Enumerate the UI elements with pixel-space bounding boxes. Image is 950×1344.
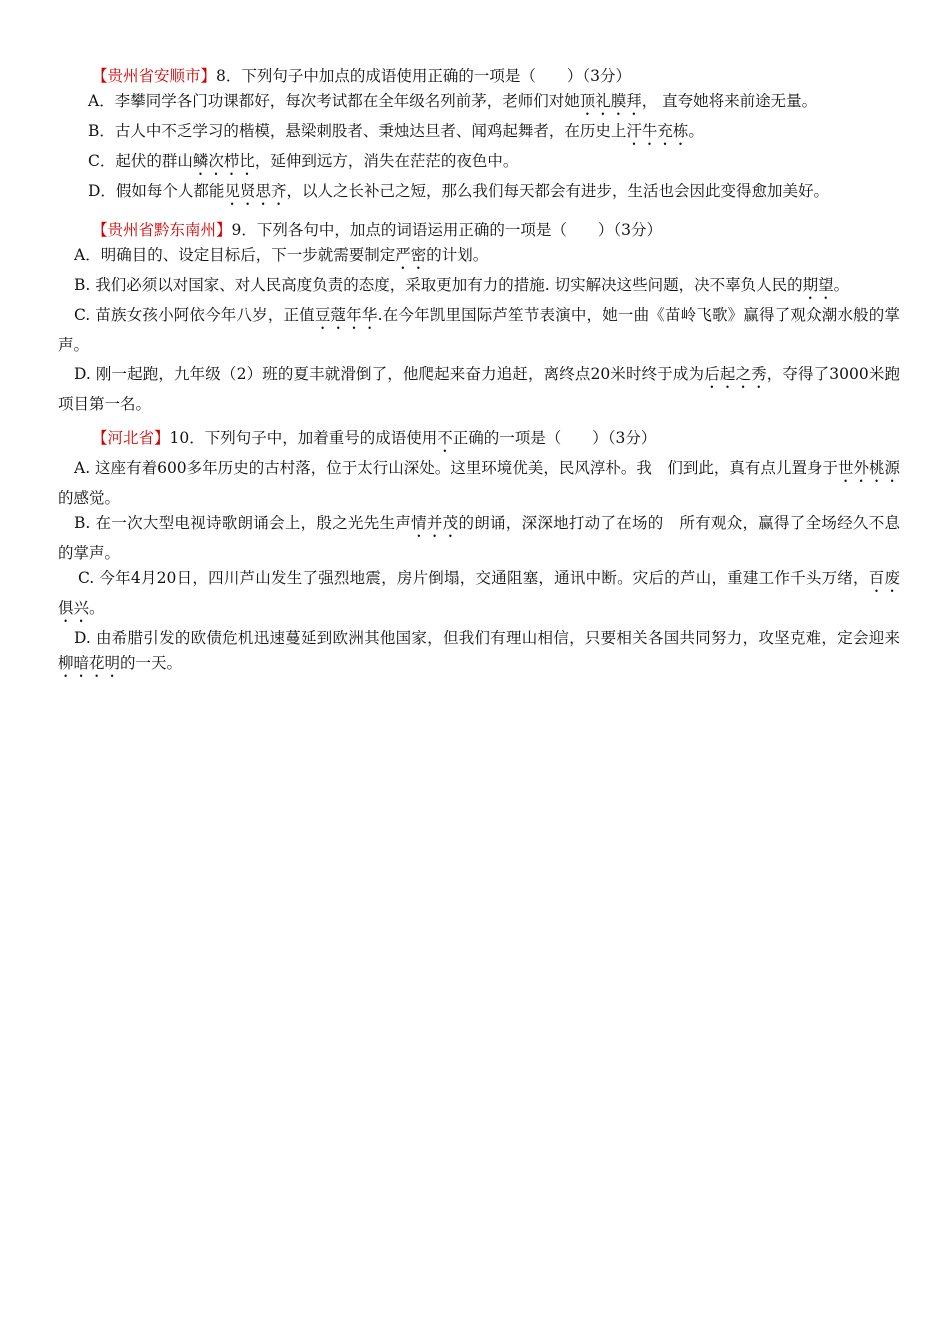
emphasized-word: 期望 — [802, 276, 834, 294]
question-10-option-b — [58, 511, 900, 566]
option-text: B．古人中不乏学习的楷模，悬梁刺股者、秉烛达旦者、闻鸡起舞者，在历史上 — [88, 122, 627, 140]
emphasized-word: 后起之秀 — [704, 365, 767, 383]
emphasized-idiom: 鳞次栉比 — [192, 152, 255, 170]
option-text: 的计划。 — [426, 246, 489, 264]
option-text: A．明确目的、设定目标后，下一步就需要制定 — [74, 246, 396, 264]
option-text: D．假如每个人都能 — [88, 182, 225, 200]
question-8-option-a — [58, 89, 900, 119]
question-9-option-c — [58, 303, 900, 358]
emphasized-idiom: 顶礼膜拜 — [579, 92, 642, 110]
question-9-stem — [58, 218, 900, 243]
option-text: 的朗诵，深深地打动了在场的 所有观众，赢得了全场经久不息的掌声。 — [58, 514, 900, 562]
emphasized-word: 不 — [437, 429, 453, 447]
option-text: A. 这座有着600多年历史的古村落，位于太行山深处。这里环境优美，民风淳朴。我 们到此，真有点儿置身于 — [74, 459, 838, 477]
option-text: 。 — [688, 122, 704, 140]
option-text: .在今年凯里国际芦笙节表演中，她一曲《苗岭飞歌》赢得了观众潮水般的掌声。 — [58, 306, 900, 354]
question-8-option-d — [58, 179, 900, 209]
question-10-option-d — [58, 626, 900, 681]
emphasized-idiom: 百废俱兴 — [58, 569, 900, 617]
option-text: 的感觉。 — [58, 489, 121, 507]
question-8-option-c — [58, 149, 900, 179]
question-9-text: 9．下列各句中，加点的词语运用正确的一项是（ ）（3分） — [231, 221, 662, 239]
option-text: 。 — [833, 276, 850, 294]
option-text: ，以人之长补己之短，那么我们每天都会有进步，生活也会因此变得愈加美好。 — [286, 182, 829, 200]
question-10 — [58, 426, 900, 681]
emphasized-word: 豆蔻年华 — [314, 306, 378, 324]
option-text: B. 在一次大型电视诗歌朗诵会上，殷之光先生声 — [74, 514, 412, 532]
question-8-source: 【贵州省安顺市】 — [92, 67, 217, 85]
question-10-option-a — [58, 456, 900, 511]
emphasized-idiom: 汗牛充栋 — [626, 122, 689, 140]
option-text: ，夺得了3000米跑项目第一名。 — [58, 365, 900, 413]
option-text: C. 今年4月20日，四川芦山发生了强烈地震，房片倒塌，交通阻塞，通讯中断。灾后的芦山，重建工作千头万绪， — [78, 569, 869, 587]
option-text: ， 直夸她将来前途无量。 — [641, 92, 818, 110]
question-9-source: 【贵州省黔东南州】 — [92, 221, 232, 239]
emphasized-idiom: 情并茂 — [411, 514, 459, 532]
option-text: ，延伸到远方，消失在茫茫的夜色中。 — [254, 152, 519, 170]
question-10-option-c — [58, 566, 900, 626]
question-9-option-d — [58, 362, 900, 417]
option-text: D. 刚一起跑，九年级（2）班的夏丰就滑倒了，他爬起来奋力追赶，离终点20米时终于成为 — [74, 365, 705, 383]
option-text: D. 由希腊引发的欧债危机迅速蔓延到欧洲其他国家，但我们有理山相信，只要相关各国共同努力，攻坚克难，定会迎来 — [74, 629, 900, 647]
question-9 — [58, 218, 900, 417]
option-text: B. 我们必须以对国家、对人民高度负责的态度，采取更加有力的措施. 切实解决这些问题，决不辜负人民的 — [74, 276, 803, 294]
emphasized-idiom: 世外桃源 — [837, 459, 900, 477]
question-10-text: 正确的一项是（ ）（3分） — [452, 429, 657, 447]
question-10-source: 【河北省】 — [92, 429, 170, 447]
question-8-text: 8．下列句子中加点的成语使用正确的一项是（ ）（3分） — [216, 67, 631, 85]
question-10-stem — [58, 426, 900, 456]
question-8-stem — [58, 64, 900, 89]
emphasized-idiom: 见贤思齐 — [224, 182, 287, 200]
option-text: A．李攀同学各门功课都好，每次考试都在全年级名列前茅，老师们对她 — [88, 92, 580, 110]
question-9-option-a — [58, 243, 900, 273]
option-text: C. 苗族女孩小阿依今年八岁，正值 — [74, 306, 315, 324]
emphasized-word: 严密 — [395, 246, 427, 264]
question-9-option-b — [58, 273, 900, 303]
question-8-option-b — [58, 119, 900, 149]
emphasized-idiom: 柳暗花明 — [58, 654, 121, 672]
option-text: 。 — [89, 599, 105, 617]
option-text: 的一天。 — [120, 654, 183, 672]
option-text: C．起伏的群山 — [88, 152, 193, 170]
question-10-text: 10．下列句子中，加着重号的成语使用 — [169, 429, 438, 447]
question-8 — [58, 64, 900, 209]
